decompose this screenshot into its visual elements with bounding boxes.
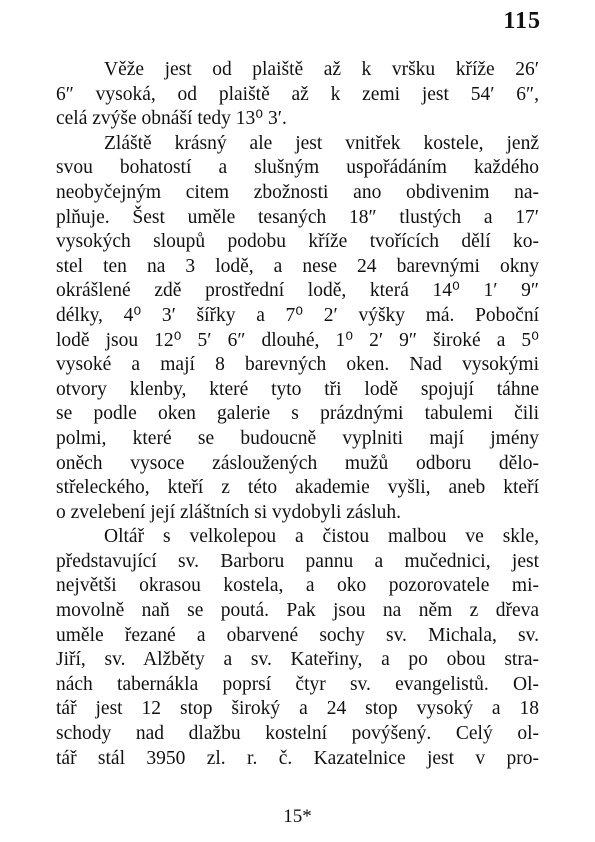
text-line: uměle řezané a obarvené sochy sv. Michala, sv. — [56, 624, 539, 646]
text-line: stel ten na 3 lodě, a nese 24 barevnými okny — [56, 255, 539, 277]
text-line: tář jest 12 stop široký a 24 stop vysoký a 18 — [56, 698, 539, 720]
text-line: plňuje. Šest uměle tesaných 18″ tlustých a 17′ — [56, 206, 539, 228]
text-line: Jiří, sv. Alžběty a sv. Kateřiny, a po obou stra- — [56, 649, 539, 671]
text-line: neobyčejným citem zbožnosti ano obdivenim na- — [56, 181, 539, 203]
text-line: Zláště krásný ale jest vnitřek kostele, jenž — [104, 132, 539, 154]
signature-mark: 15* — [283, 806, 312, 827]
text-line: o zvelebení její zláštních si vydobyli zásluh. — [56, 501, 401, 523]
text-line: okrášlené zdě prostřední lodě, která 14⁰ 1′ 9″ — [56, 280, 539, 302]
page-number: 115 — [503, 8, 541, 34]
text-line: nách tabernákla poprsí čtyr sv. evangelistů. Ol- — [56, 673, 539, 695]
text-line: představující sv. Barboru pannu a mučednici, jest — [56, 550, 539, 572]
text-line: střeleckého, kteří z této akademie vyšli, aneb kteří — [56, 477, 539, 499]
text-line: otvory klenby, které tyto tři lodě spojují táhne — [56, 378, 539, 400]
text-line: 6″ vysoká, od plaiště až k zemi jest 54′ 6″, — [56, 83, 539, 105]
text-line: polmi, které se budoucně vyplniti mají jmény — [56, 427, 539, 449]
text-line: vysoké a mají 8 barevných oken. Nad vysokými — [56, 354, 539, 376]
text-line: největši okrasou kostela, a oko pozorovatele mi- — [56, 575, 539, 597]
text-line: oněch vysoce zásloužených mužů odboru dělo- — [56, 452, 539, 474]
text-line: délky, 4⁰ 3′ šířky a 7⁰ 2′ výšky má. Poboční — [56, 304, 539, 326]
body-text — [56, 58, 539, 771]
text-line: Věže jest od plaiště až k vršku kříže 26′ — [104, 59, 539, 80]
text-line: svou bohatostí a slušným uspořádáním každého — [56, 157, 539, 179]
text-line: lodě jsou 12⁰ 5′ 6″ dlouhé, 1⁰ 2′ 9″ široké a 5⁰ — [56, 329, 539, 351]
text-line: tář stál 3950 zl. r. č. Kazatelnice jest v pro- — [56, 747, 539, 769]
text-line: schody nad dlažbu kostelní povýšený. Celý ol- — [56, 723, 539, 745]
text-line: se podle oken galerie s prázdnými tabulemi čili — [56, 403, 539, 425]
text-line: vysokých sloupů podobu kříže tvořících dělí ko- — [56, 231, 539, 253]
text-line: celá zvýše obnáší tedy 13⁰ 3′. — [56, 108, 287, 130]
text-line: movolně naň se poutá. Pak jsou na něm z dřeva — [56, 600, 539, 622]
text-line: Oltář s velkolepou a čistou malbou ve skle, — [104, 526, 539, 548]
